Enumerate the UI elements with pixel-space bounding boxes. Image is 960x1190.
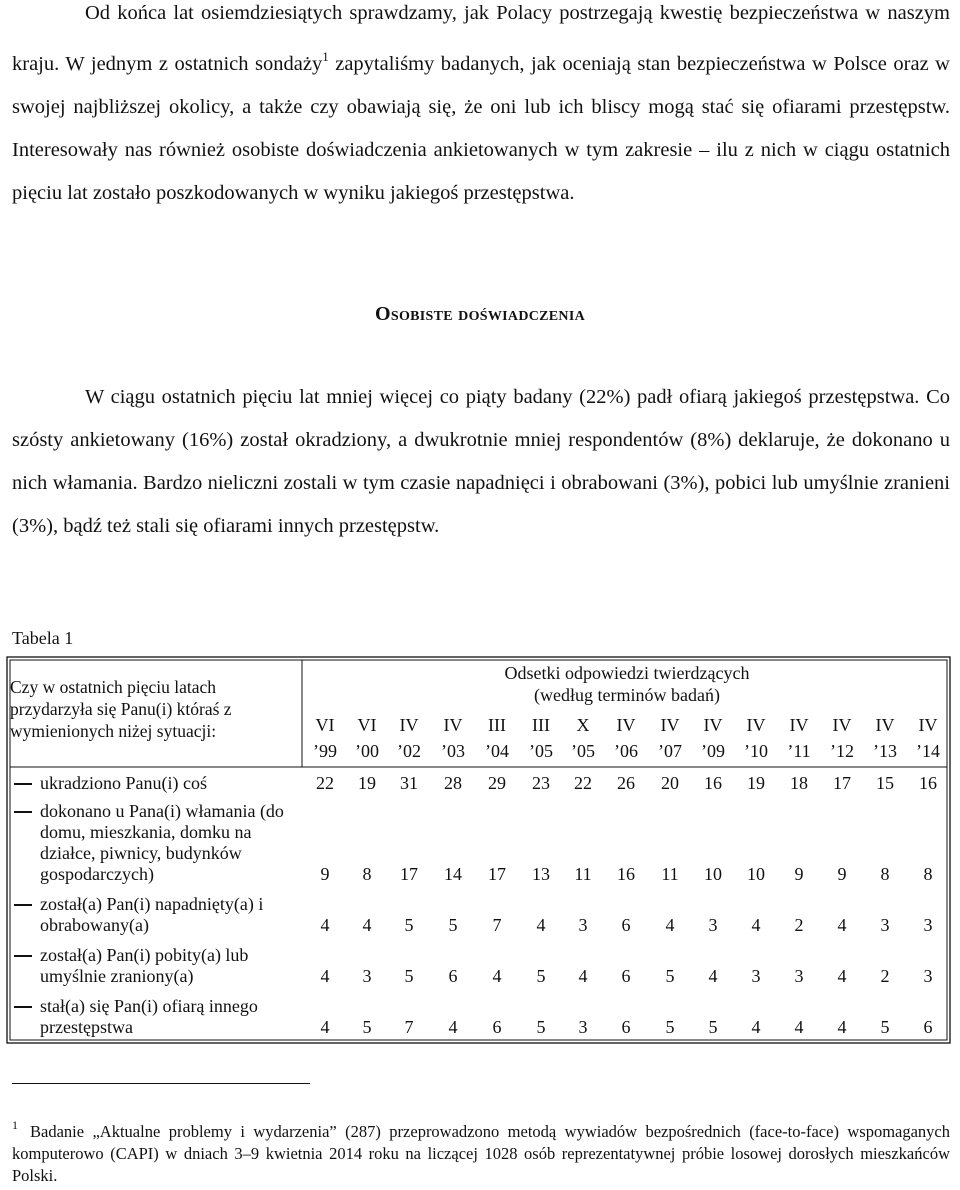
column-header: [346, 712, 388, 764]
column-header-month: IV: [399, 715, 419, 735]
column-header-month: IV: [746, 715, 766, 735]
column-header: [605, 712, 647, 764]
table-cell: 4: [837, 1017, 847, 1037]
table-cell: 13: [532, 864, 550, 884]
column-header: [388, 712, 430, 764]
column-header-year: ’05: [571, 741, 595, 761]
column-header-month: IV: [616, 715, 636, 735]
data-table: [6, 656, 952, 1046]
table-cell: 17: [400, 864, 418, 884]
column-header-month: IV: [660, 715, 680, 735]
row-label: dokonano u Pana(i) włamania (do domu, mieszkania, domku na działce, piwnicy, budynków gospodarczych): [40, 801, 284, 884]
table-caption: Tabela 1: [12, 628, 74, 648]
footnote-number: 1: [12, 1118, 18, 1132]
table-cell: 3: [751, 966, 761, 986]
column-header: [692, 712, 734, 764]
table-cell: 4: [751, 915, 761, 935]
table-cell: 5: [448, 915, 458, 935]
column-header: [476, 712, 518, 764]
column-header-year: ’05: [529, 741, 553, 761]
table-cell: 3: [880, 915, 890, 935]
table-cell: 6: [621, 966, 631, 986]
table-cell: 9: [794, 864, 804, 884]
table-cell: 22: [316, 773, 334, 793]
intro-text-part2: zapytaliśmy badanych, jak oceniają stan bezpieczeństwa w Polsce oraz w swojej najbliższej okolicy, a także czy obawiają się, że oni lub ich bliscy mogą stać się ofiarami przestępstw. Interesowały nas również osobiste doświadczenia ankietowanych w tym zakresie – ilu z nich w ciągu ostatnich pięciu lat zostało poszkodowanych w wyniku jakiegoś przestępstwa.: [12, 53, 950, 204]
column-header: [735, 712, 777, 764]
section-heading: Osobiste doświadczenia: [375, 303, 585, 325]
row-bullet-dash: [14, 904, 32, 906]
table-cell: 3: [923, 966, 933, 986]
table-cell: 6: [621, 1017, 631, 1037]
table-cell: 7: [492, 915, 502, 935]
table-cell: 3: [362, 966, 372, 986]
table-cell: 5: [665, 966, 675, 986]
table-cell: 7: [404, 1017, 414, 1037]
column-header-year: ’09: [701, 741, 725, 761]
column-header-year: ’02: [397, 741, 421, 761]
column-header-year: ’06: [614, 741, 638, 761]
table-cell: 14: [444, 864, 462, 884]
table-cell: 6: [448, 966, 458, 986]
table-cell: 31: [400, 773, 418, 793]
table-cell: 23: [532, 773, 550, 793]
column-header: [864, 712, 906, 764]
intro-text-part1: Od końca lat osiemdziesiątych sprawdzamy, jak Polacy postrzegają kwestię bezpieczeństwa w naszym kraju. W jednym z ostatnich sondaży: [12, 2, 950, 75]
group-header-line2: (według terminów badań): [534, 685, 720, 705]
row-label: został(a) Pan(i) pobity(a) lub umyślnie zraniony(a): [40, 945, 249, 986]
table-cell: 10: [747, 864, 765, 884]
table-cell: 8: [880, 864, 890, 884]
footnote-rule: [12, 1083, 310, 1084]
column-header-year: ’03: [441, 741, 465, 761]
row-label: ukradziono Panu(i) coś: [40, 773, 207, 793]
table-cell: 6: [923, 1017, 933, 1037]
column-header-month: IV: [443, 715, 463, 735]
question-header: Czy w ostatnich pięciu latach przydarzyła się Panu(i) któraś z wymienionych niżej sytuacji:: [10, 677, 232, 741]
table-cell: 6: [621, 915, 631, 935]
column-header-month: IV: [918, 715, 938, 735]
table-cell: 3: [794, 966, 804, 986]
column-header: [304, 712, 346, 764]
table-cell: 4: [320, 966, 330, 986]
table-cell: 4: [492, 966, 502, 986]
table-cell: 17: [833, 773, 851, 793]
table-cell: 4: [536, 915, 546, 935]
table-cell: 16: [704, 773, 722, 793]
table-cell: 28: [444, 773, 462, 793]
table-cell: 4: [837, 915, 847, 935]
table-cell: 20: [661, 773, 679, 793]
table-cell: 17: [488, 864, 506, 884]
column-header-month: VI: [357, 715, 377, 735]
row-label: stał(a) się Pan(i) ofiarą innego przestępstwa: [40, 996, 258, 1037]
column-header-month: IV: [789, 715, 809, 735]
table-cell: 11: [661, 864, 679, 884]
table-cell: 9: [837, 864, 847, 884]
section-paragraph-text: W ciągu ostatnich pięciu lat mniej więcej co piąty badany (22%) padł ofiarą jakiegoś przestępstwa. Co szósty ankietowany (16%) został okradziony, a dwukrotnie mniej respondentów (8%) deklaruje, że dokonano u nich włamania. Bardzo nieliczni zostali w tym czasie napadnięci i obrabowani (3%), pobici lub umyślnie zranieni (3%), bądź też stali się ofiarami innych przestępstw.: [12, 386, 950, 537]
column-header-month: IV: [832, 715, 852, 735]
column-header-month: X: [576, 715, 590, 735]
column-header-year: ’04: [485, 741, 509, 761]
column-header-month: III: [488, 715, 506, 735]
table-cell: 5: [536, 1017, 546, 1037]
table-cell: 3: [578, 915, 588, 935]
column-header-year: ’00: [355, 741, 379, 761]
table-cell: 9: [320, 864, 330, 884]
table-cell: 3: [578, 1017, 588, 1037]
table-cell: 4: [448, 1017, 458, 1037]
column-header: [562, 712, 604, 764]
table-cell: 19: [747, 773, 765, 793]
column-header: [821, 712, 863, 764]
table-cell: 2: [880, 966, 890, 986]
table-cell: 4: [362, 915, 372, 935]
table-cell: 5: [880, 1017, 890, 1037]
table-cell: 5: [404, 915, 414, 935]
column-header: [649, 712, 691, 764]
table-cell: 15: [876, 773, 894, 793]
footnote: [12, 1114, 950, 1187]
table-cell: 16: [617, 864, 635, 884]
row-label: został(a) Pan(i) napadnięty(a) i obrabowany(a): [40, 894, 264, 935]
row-bullet-dash: [14, 811, 32, 813]
column-header: [432, 712, 474, 764]
table-cell: 10: [704, 864, 722, 884]
intro-paragraph: [12, 0, 950, 215]
table-cell: 3: [708, 915, 718, 935]
table-cell: 4: [320, 915, 330, 935]
table-cell: 4: [320, 1017, 330, 1037]
table-cell: 11: [574, 864, 592, 884]
row-bullet-dash: [14, 783, 32, 785]
column-header-month: IV: [703, 715, 723, 735]
table-cell: 5: [536, 966, 546, 986]
table-cell: 4: [751, 1017, 761, 1037]
table-cell: 5: [404, 966, 414, 986]
table-cell: 4: [708, 966, 718, 986]
column-header-year: ’12: [830, 741, 854, 761]
table-cell: 16: [919, 773, 937, 793]
footnote-text: Badanie „Aktualne problemy i wydarzenia” (287) przeprowadzono metodą wywiadów bezpośrednich (face-to-face) wspomaganych komputerowo (CAPI) w dniach 3–9 kwietnia 2014 roku na liczącej 1028 osób reprezentatywnej próbie losowej dorosłych mieszkańców Polski.: [12, 1122, 950, 1185]
table-cell: 19: [358, 773, 376, 793]
table-cell: 5: [362, 1017, 372, 1037]
table-cell: 8: [923, 864, 933, 884]
table-cell: 22: [574, 773, 592, 793]
column-header-month: IV: [875, 715, 895, 735]
table-cell: 4: [837, 966, 847, 986]
column-header-year: ’10: [744, 741, 768, 761]
section-paragraph: [12, 376, 950, 548]
footnote-reference[interactable]: 1: [322, 49, 329, 64]
column-header-year: ’11: [787, 741, 811, 761]
table-cell: 5: [665, 1017, 675, 1037]
row-bullet-dash: [14, 955, 32, 957]
table-cell: 5: [708, 1017, 718, 1037]
column-header-month: III: [532, 715, 550, 735]
column-header-year: ’14: [916, 741, 940, 761]
column-header: [778, 712, 820, 764]
table-cell: 6: [492, 1017, 502, 1037]
table-cell: 2: [794, 915, 804, 935]
table-cell: 26: [617, 773, 635, 793]
row-bullet-dash: [14, 1006, 32, 1008]
column-header-year: ’07: [658, 741, 682, 761]
column-header: [520, 712, 562, 764]
table-cell: 4: [665, 915, 675, 935]
column-header-year: ’99: [313, 741, 337, 761]
column-header-month: VI: [315, 715, 335, 735]
table-cell: 4: [578, 966, 588, 986]
column-header-year: ’13: [873, 741, 897, 761]
table-cell: 4: [794, 1017, 804, 1037]
table-cell: 18: [790, 773, 808, 793]
group-header-line1: Odsetki odpowiedzi twierdzących: [504, 663, 750, 683]
column-header: [907, 712, 949, 764]
group-header: [302, 662, 952, 706]
table-cell: 29: [488, 773, 506, 793]
table-cell: 8: [362, 864, 372, 884]
table-cell: 3: [923, 915, 933, 935]
